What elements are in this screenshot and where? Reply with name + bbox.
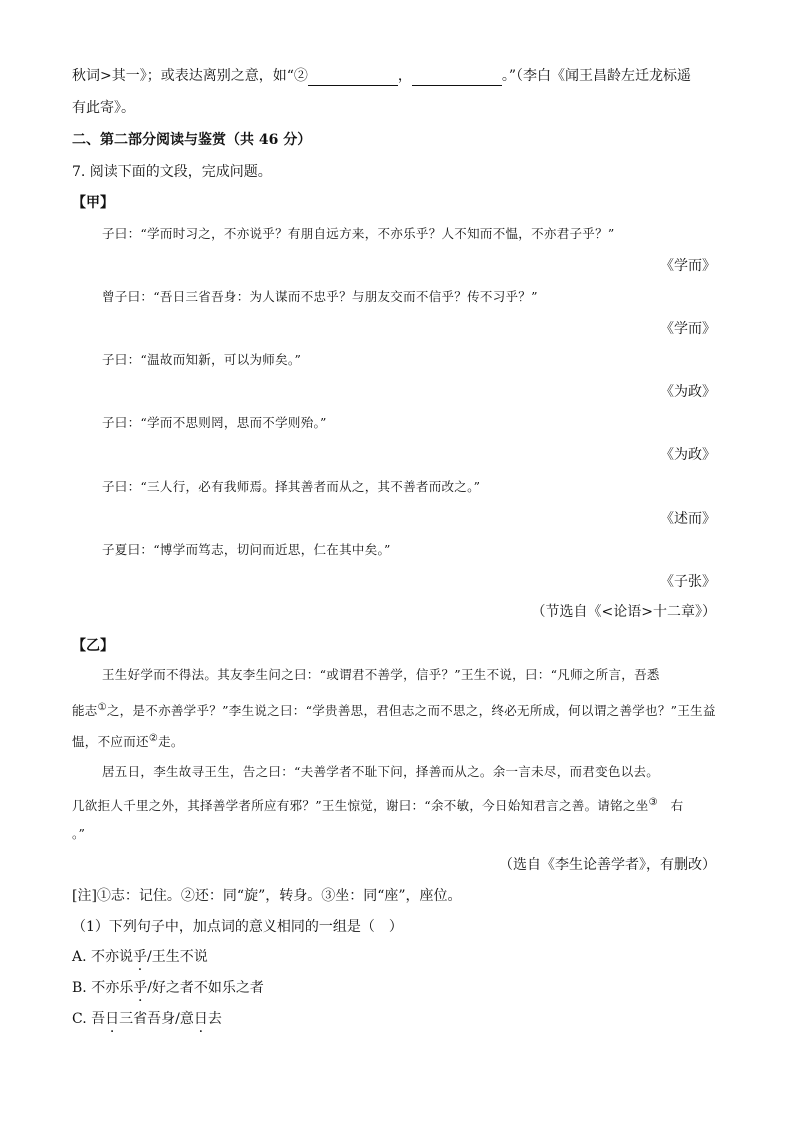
option-c[interactable] <box>72 1009 222 1029</box>
top-text-a: 秋词>其一》；或表达离别之意，如“② <box>72 68 308 84</box>
yi-p2-line-1: 居五日，李生故寻王生，告之曰：“夫善学者不耻下问，择善而从之。余一言未尽，而君变色以去。 <box>102 764 660 779</box>
note-marker-1: ① <box>97 702 107 713</box>
option-b-pre: 不亦乐 <box>91 980 134 996</box>
yi-p1-line-3 <box>72 729 184 752</box>
annotation-notes: [注]①志：记住。②还：同“旋”，转身。③坐：同“座”，座位。 <box>72 888 462 904</box>
jia-source-6: 《子张》 <box>660 574 716 590</box>
option-c-dotted-2: 日 <box>193 1011 208 1027</box>
yi-p1-l2b: 之，是不亦善学乎？”李生说之曰：“学贵善思，君但志之而不思之，终必无所成，何以谓之善学也？”王生益 <box>106 703 716 719</box>
question-7-prompt: 7. 阅读下面的文段，完成问题。 <box>72 164 272 180</box>
option-a-dotted: 乎 <box>133 949 148 965</box>
jia-quote-4: 子曰：“学而不思则罔，思而不学则殆。” <box>102 415 327 430</box>
passage-jia-label: 【甲】 <box>72 195 114 211</box>
jia-source-4: 《为政》 <box>660 447 716 463</box>
yi-p1-l2a: 能志 <box>72 703 98 719</box>
yi-p1-l3a: 愠，不应而还 <box>72 734 149 750</box>
yi-source: （选自《李生论善学者》，有删改） <box>499 857 716 873</box>
option-b-post: /好之者不如乐之者 <box>147 980 264 996</box>
top-text-b: 。”（李白《闻王昌龄左迁龙标遥 <box>501 68 692 84</box>
option-b[interactable] <box>72 978 264 998</box>
jia-source-2: 《学而》 <box>660 321 716 337</box>
yi-p1-l3b: 走。 <box>158 734 184 750</box>
yi-p1-line-1: 王生好学而不得法。其友李生问之曰：“或谓君不善学，信乎？”王生不说，曰：“凡师之所言，吾悉 <box>102 667 660 682</box>
option-c-post: 三省吾身/意 <box>119 1011 194 1027</box>
option-c-letter: C. <box>72 1011 87 1027</box>
option-a-pre: 不亦说 <box>91 949 134 965</box>
top-sep: ， <box>397 68 412 84</box>
option-c-post-2: 去 <box>207 1011 222 1027</box>
jia-quote-5: 子曰：“三人行，必有我师焉。择其善者而从之，其不善者而改之。” <box>102 479 481 494</box>
jia-excerpt-note: （节选自《<论语>十二章》） <box>531 604 716 620</box>
option-a-post: /王生不说 <box>147 949 208 965</box>
option-a[interactable] <box>72 947 208 967</box>
jia-source-3: 《为政》 <box>660 384 716 400</box>
note-marker-2: ② <box>148 733 159 744</box>
option-b-letter: B. <box>72 980 87 996</box>
subquestion-1-stem: （1）下列句子中，加点词的意义相同的一组是（ ） <box>72 919 403 935</box>
top-line-2: 有此寄》。 <box>72 100 135 116</box>
jia-quote-1: 子曰：“学而时习之，不亦说乎？有朋自远方来，不亦乐乎？人不知而不愠，不亦君子乎？” <box>102 226 615 241</box>
option-b-dotted: 乎 <box>133 980 148 996</box>
jia-quote-2: 曾子曰：“吾日三省吾身：为人谋而不忠乎？与朋友交而不信乎？传不习乎？” <box>102 289 538 304</box>
option-c-pre: 吾 <box>91 1011 106 1027</box>
jia-quote-3: 子曰：“温故而知新，可以为师矣。” <box>102 352 302 367</box>
answer-blank-1[interactable] <box>308 71 398 86</box>
option-a-letter: A. <box>72 949 87 965</box>
jia-source-5: 《述而》 <box>660 511 716 527</box>
jia-quote-6: 子夏曰：“博学而笃志，切问而近思，仁在其中矣。” <box>102 542 391 557</box>
option-c-dotted: 日 <box>105 1011 120 1027</box>
passage-yi-label: 【乙】 <box>72 638 114 654</box>
yi-p1-line-2 <box>72 698 716 721</box>
top-line-1 <box>72 66 691 86</box>
yi-p2-line-3: 。” <box>72 826 86 841</box>
yi-p2-line-2 <box>72 793 683 816</box>
yi-p2-l2b: 右 <box>670 798 684 814</box>
jia-source-1: 《学而》 <box>660 258 716 274</box>
yi-p2-l2a: 几欲拒人千里之外，其择善学者所应有邪？”王生惊觉，谢曰：“余不敏，今日始知君言之善。请铭之坐 <box>72 798 649 814</box>
section-title: 二、第二部分阅读与鉴赏（共 46 分） <box>72 132 312 148</box>
answer-blank-2[interactable] <box>412 71 502 86</box>
note-marker-3: ③ <box>648 797 658 808</box>
